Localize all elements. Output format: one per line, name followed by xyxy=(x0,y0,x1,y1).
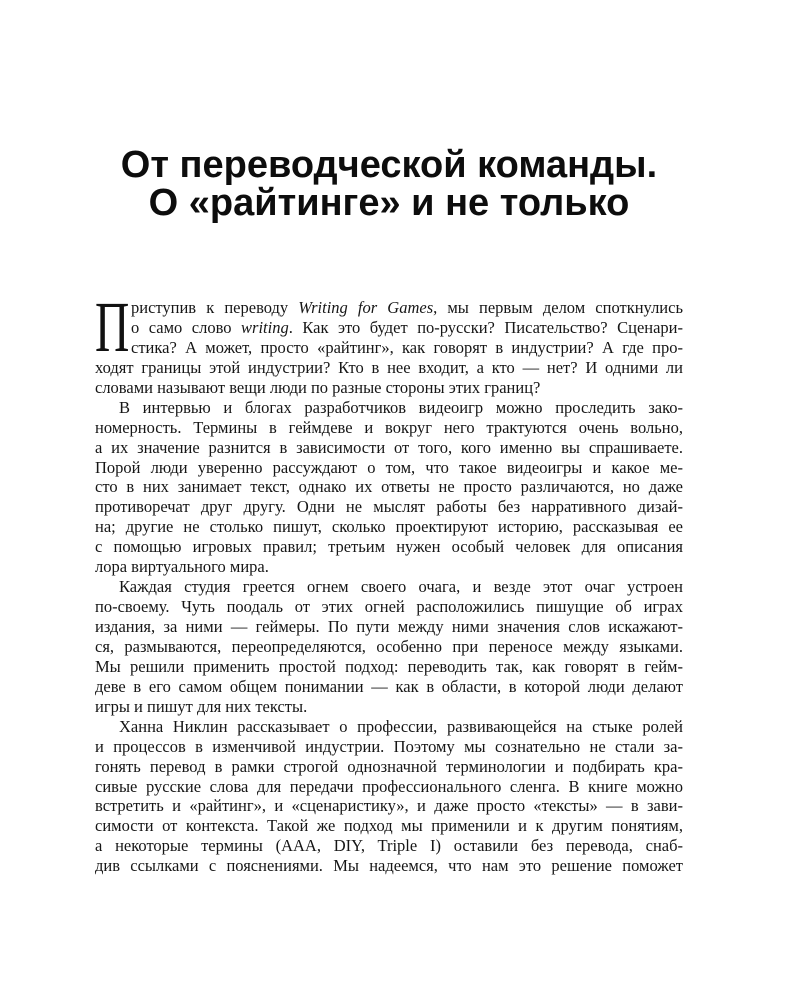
paragraph xyxy=(95,398,683,577)
text-line xyxy=(95,318,683,338)
text-line: и процессов в изменчивой индустрии. Поэтому мы сознательно не стали за- xyxy=(95,736,683,756)
text-line: гонять перевод в рамки строгой однозначной терминологии и подбирать кра- xyxy=(95,756,683,776)
paragraph xyxy=(95,717,683,877)
text-line: див ссылками с пояснениями. Мы надеемся, что нам это решение поможет xyxy=(95,856,683,876)
text-span: о само слово xyxy=(131,317,242,337)
italic-text: writing xyxy=(241,317,289,337)
text-line: лора виртуального мира. xyxy=(95,557,269,577)
text-span: риступив к переводу xyxy=(131,298,299,317)
text-line: стика? А может, просто «райтинг», как говорят в индустрии? А где про- xyxy=(131,337,683,357)
paragraph xyxy=(95,298,683,398)
text-line: сто в них занимает текст, однако их ответы не просто различаются, но даже xyxy=(95,477,683,497)
paragraph xyxy=(95,577,683,717)
italic-text: Writing for Games xyxy=(298,298,434,317)
text-line: на; другие не столько пишут, сколько проектируют историю, рассказывая ее xyxy=(95,517,683,537)
text-line: издания, за ними — геймеры. По пути между ними значения слов искажают- xyxy=(95,617,683,636)
text-line: Мы решили применить простой подход: переводить так, как говорят в гейм- xyxy=(95,656,683,676)
text-line: ся, размываются, переопределяются, особенно при переносе между языками. xyxy=(95,636,683,656)
title-line-2: О «райтинге» и не только xyxy=(148,182,630,224)
text-line: номерность. Термины в геймдеве и вокруг него трактуются очень вольно, xyxy=(95,417,683,437)
text-line: с помощью игровых правил; третьим нужен особый человек для описания xyxy=(95,537,683,557)
text-line: деве в его самом общем понимании — как в области, в которой люди делают xyxy=(95,676,683,696)
text-line: словами называют вещи люди по разные стороны этих границ? xyxy=(95,377,541,397)
text-line: а их значение разнится в зависимости от того, кого именно вы спрашиваете. xyxy=(95,437,683,457)
text-line: противоречат друг другу. Одни не мыслят работы без нарративного дизай- xyxy=(95,497,683,517)
text-line: Порой люди уверенно рассуждают о том, что такое видеоигры и какое ме- xyxy=(95,457,683,477)
text-line: Ханна Никлин рассказывает о профессии, развивающейся на стыке ролей xyxy=(119,716,683,736)
text-span: , мы первым делом споткнулись xyxy=(433,298,683,317)
text-line xyxy=(95,298,683,318)
text-line: а некоторые термины (AAA, DIY, Triple I) оставили без перевода, снаб- xyxy=(95,836,683,856)
text-span: . Как это будет по-русски? Писательство? Сценари- xyxy=(288,317,683,337)
text-line: симости от контекста. Такой же подход мы применили и к другим понятиям, xyxy=(95,816,683,836)
text-line: ходят границы этой индустрии? Кто в нее входит, а кто — нет? И одними ли xyxy=(95,357,683,377)
title-line-1: От переводческой команды. xyxy=(120,144,658,186)
text-line: сивые русские слова для передачи профессионального сленга. В книге можно xyxy=(95,776,683,796)
drop-cap: П xyxy=(95,287,130,367)
text-line: Каждая студия греется огнем своего очага, и везде этот очаг устроен xyxy=(119,577,683,597)
text-line: встретить и «райтинг», и «сценаристику», и даже просто «тексты» — в зави- xyxy=(95,796,683,816)
body-text xyxy=(95,298,683,876)
text-line: игры и пишут для них тексты. xyxy=(95,696,308,716)
text-line: по-своему. Чуть поодаль от этих огней расположились пишущие об играх xyxy=(95,597,683,617)
page-title xyxy=(95,146,683,222)
text-line: В интервью и блогах разработчиков видеоигр можно проследить зако- xyxy=(119,397,683,417)
